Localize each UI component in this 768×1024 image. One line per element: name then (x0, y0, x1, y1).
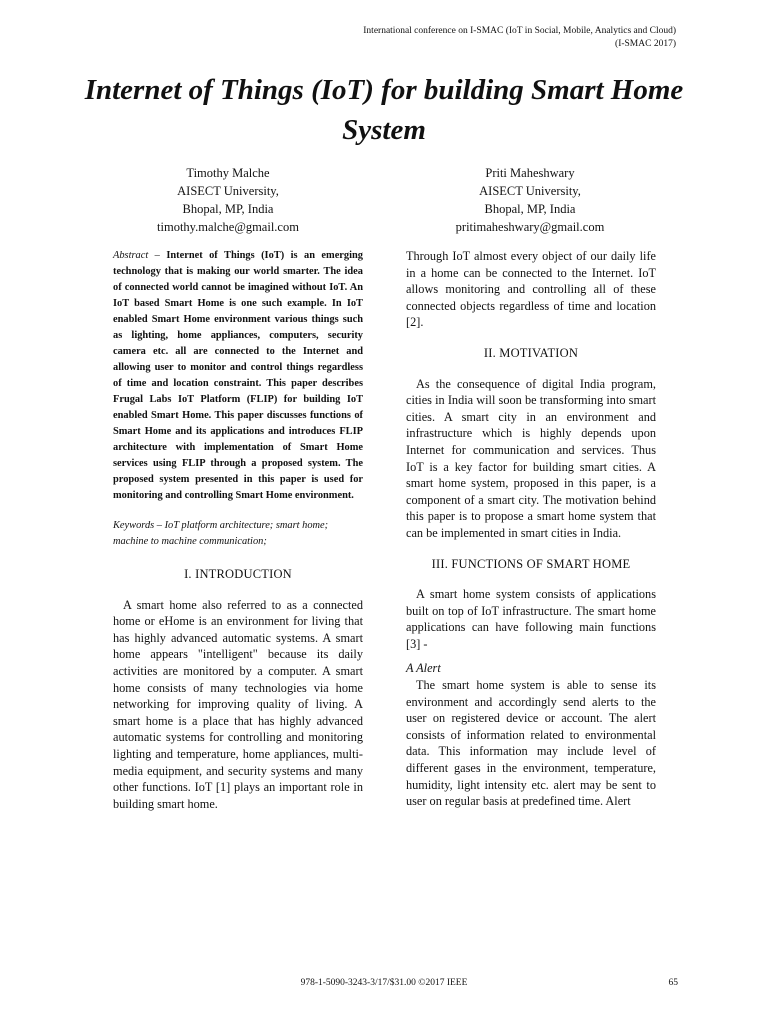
conference-year: (I-SMAC 2017) (615, 39, 676, 49)
author-name: Timothy Malche (186, 166, 270, 180)
author-email: timothy.malche@gmail.com (157, 220, 299, 234)
author-block (98, 164, 358, 236)
keywords: Keywords – IoT platform architecture; smart home; machine to machine communication; (113, 520, 329, 547)
conference-name: International conference on I-SMAC (IoT in Social, Mobile, Analytics and Cloud) (363, 26, 676, 36)
left-column (113, 248, 363, 812)
author-block (400, 164, 660, 236)
subsection-heading-alert: A Alert (406, 661, 441, 676)
author-location: Bhopal, MP, India (484, 202, 576, 216)
introduction-paragraph: A smart home also referred to as a connected home or eHome is an environment for living that has highly advanced automatic systems. A smart home appears "intelligent" because its daily activities are monitored by a computer. A smart home consists of many technologies via home networking for improving quality of living. A smart home is a place that has highly advanced automatic systems for controlling and monitoring lighting and temperature, home appliances, multi-media equipment, and security systems and many other functions. IoT [1] plays an important role in building smart home. (113, 597, 363, 811)
continued-paragraph: Through IoT almost every object of our daily life in a home can be connected to the Internet. IoT allows monitoring and controlling all of these connected objects regardless of time and location [2]. (406, 249, 656, 330)
author-email: pritimaheshwary@gmail.com (455, 220, 605, 234)
section-heading-functions: III. FUNCTIONS OF SMART HOME (431, 556, 631, 571)
functions-paragraph: A smart home system consists of applications built on top of IoT infrastructure. The smart home applications can have following main functions [3] - (406, 587, 656, 651)
abstract (113, 248, 363, 504)
right-column (406, 248, 656, 810)
page-number: 65 (668, 978, 678, 988)
footer-isbn: 978-1-5090-3243-3/17/$31.00 ©2017 IEEE (300, 978, 468, 988)
author-name: Priti Maheshwary (485, 166, 575, 180)
alert-paragraph: The smart home system is able to sense its environment and accordingly send alerts to the user on registered device or account. The alert consists of information related to environmental data. This information may include level of different gases in the environment, temperature, humidity, light intensity etc. alert may be sent to user on regular basis at predefined time. Alert (406, 678, 656, 809)
motivation-paragraph: As the consequence of digital India program, cities in India will soon be transforming into smart cities. A smart city in an environment and infrastructure which is highly depends upon Internet for communication and services. Thus IoT is a key factor for building smart cities. A smart home system, proposed in this paper, is a component of a smart city. The motivation behind this paper is to propose a smart home system that can be implemented in smart cities in India. (406, 376, 656, 540)
author-location: Bhopal, MP, India (182, 202, 274, 216)
paper-title: Internet of Things (IoT) for building Smart Home System (84, 74, 684, 146)
conference-header (363, 25, 676, 51)
author-affiliation: AISECT University, (479, 184, 581, 198)
section-heading-introduction: I. INTRODUCTION (184, 567, 292, 581)
section-heading-motivation: II. MOTIVATION (483, 345, 579, 360)
abstract-text: Internet of Things (IoT) is an emerging technology that is making our world smarter. The idea of connected world cannot be imagined without IoT. An IoT based Smart Home is one such example. In IoT enabled Smart Home environment various things such as lighting, home appliances, computers, security camera etc. all are connected to the Internet and allowing user to monitor and control things regardless of time and location constraint. This paper describes Frugal Labs IoT Platform (FLIP) for building IoT enabled Smart Home. This paper discusses functions of Smart Home and its applications and introduces FLIP architecture with implementation of Smart Home services using FLIP through a proposed system. The proposed system presented in this paper is used for monitoring and controlling Smart Home environment. (113, 250, 363, 501)
abstract-lead: Abstract – (113, 250, 160, 261)
author-affiliation: AISECT University, (177, 184, 279, 198)
